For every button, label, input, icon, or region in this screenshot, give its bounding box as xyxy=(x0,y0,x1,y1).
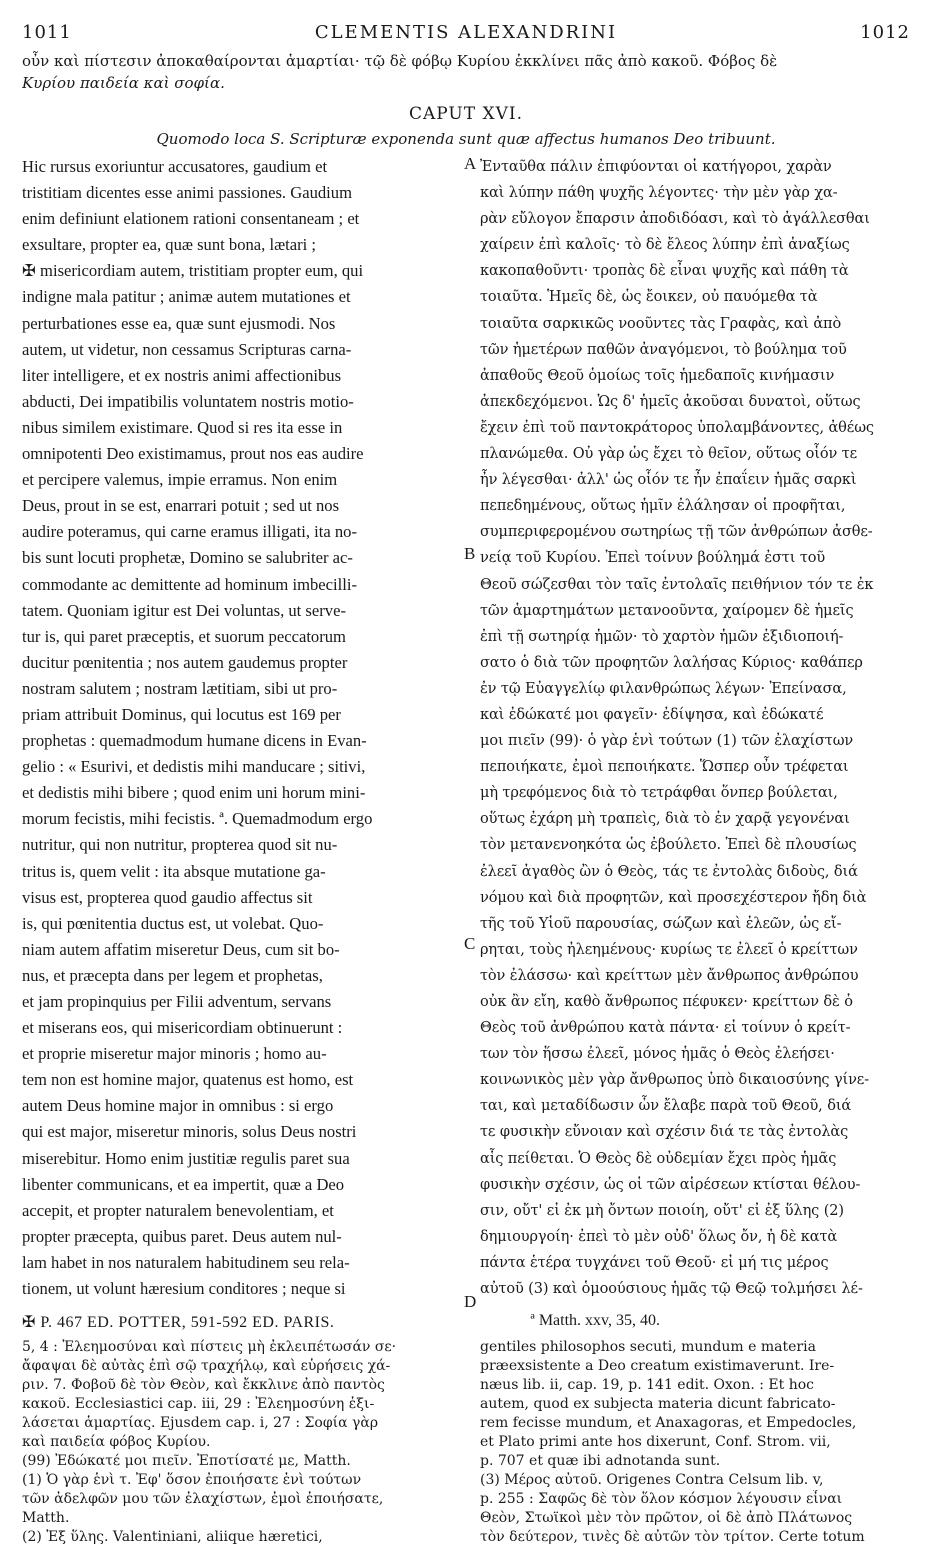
latin-line: is, qui pœnitentia ductus est, ut volebat. Quo- xyxy=(22,913,324,933)
latin-line: liter intelligere, et ex nostris animi affectionibus xyxy=(22,365,342,385)
note-line: rem fecisse mundum, et Anaxagoras, et Empedocles, xyxy=(480,1415,857,1432)
footnote-a: ª Matth. xxv, 35, 40. xyxy=(530,1312,660,1330)
greek-line: τε φυσικὴν εὔνοιαν καὶ σχέσιν διά τε τὰς ἐντολὰς xyxy=(480,1124,849,1141)
latin-line: audire poteramus, qui carne eramus illigati, ita no- xyxy=(22,522,357,542)
greek-line: ρηται, τοὺς ἠλεημένους· κυρίως τε ἐλεεῖ ὁ κρείττων xyxy=(480,941,858,958)
greek-line: ἐπὶ τῇ σωτηρίᾳ ἡμῶν· τὸ χαρτὸν ἡμῶν ἐξιδιοποιή- xyxy=(480,628,844,645)
footnotes xyxy=(22,1338,910,1547)
latin-line: tionem, ut volunt hæresium conditores ; neque si xyxy=(22,1279,346,1299)
latin-line: nostram salutem ; nostram lætitiam, sibi ut pro- xyxy=(22,678,338,698)
latin-line: Deus, prout in se est, enarrari potuit ; sed ut nos xyxy=(22,496,340,516)
greek-line: οὐκ ἂν εἴη, καθὸ ἄνθρωπος πέφυκεν· κρείττων δὲ ὁ xyxy=(480,994,853,1010)
latin-line: propter præcepta, quibus paret. Deus autem nul- xyxy=(22,1226,342,1246)
edition-note: ✠ P. 467 ED. POTTER, 591-592 ED. PARIS. xyxy=(22,1314,335,1332)
greek-line: τῶν ἁμαρτημάτων μετανοοῦντα, χαίρομεν δὲ ἡμεῖς xyxy=(480,602,854,619)
latin-line: indigne mala patitur ; animæ autem mutationes et xyxy=(22,287,351,307)
latin-line: priam attribuit Dominus, qui locutus est 169 per xyxy=(22,704,341,724)
opening-text xyxy=(22,50,910,94)
latin-line: nibus similem existimare. Quod si res ita esse in xyxy=(22,417,343,437)
note-line: autem, quod ex subjecta materia dicunt fabricato- xyxy=(480,1396,836,1413)
note-line: næus lib. ii, cap. 19, p. 141 edit. Oxon. : Et hoc xyxy=(480,1377,815,1394)
greek-line: πλανώμεθα. Οὐ γὰρ ὡς ἔχει τὸ θεῖον, οὕτως οἷόν τε xyxy=(480,446,858,463)
latin-line: perturbationes esse ea, quæ sunt ejusmodi. Nos xyxy=(22,313,336,333)
note-line: Θεὸν, Στωϊκοὶ μὲν τὸν πρῶτον, οἱ δὲ ἀπὸ Πλάτωνος xyxy=(480,1510,853,1527)
greek-line: τῶν ἡμετέρων παθῶν ἀναγόμενοι, τὸ βούλημα τοῦ xyxy=(480,341,847,358)
greek-line: αὐτοῦ (3) καὶ ὁμοούσιους ἡμᾶς τῷ Θεῷ τολμήσει λέ- xyxy=(480,1281,863,1298)
parallel-columns xyxy=(22,154,910,1311)
page-number-right: 1012 xyxy=(860,22,910,43)
greek-line: φυσικὴν σχέσιν, ὡς οἱ τῶν αἱρέσεων κτίσται θέλου- xyxy=(480,1176,861,1193)
latin-column xyxy=(22,154,462,1302)
latin-line: visus est, propterea quod gaudio affectus sit xyxy=(22,887,313,907)
note-line: τὸν δεύτερον, τινὲς δὲ αὐτῶν τὸν τρίτον. Certe totum xyxy=(480,1529,865,1546)
notes-right-column xyxy=(480,1338,910,1547)
greek-line: ἔχειν ἐπὶ τοῦ παντοκράτορος ὑπολαμβάνοντες, ἀθέως xyxy=(480,419,874,436)
greek-line: Θεὸς τοῦ ἀνθρώπου κατὰ πάντα· εἰ τοίνυν ὁ κρείτ- xyxy=(480,1020,851,1037)
greek-line: τῆς τοῦ Υἱοῦ παρουσίας, σώζων καὶ ἐλεῶν, ὡς εἴ- xyxy=(480,915,842,932)
note-line: p. 707 et quæ ibi adnotanda sunt. xyxy=(480,1453,721,1470)
note-line: (2) Ἐξ ὕλης. Valentiniani, aliique hæretici, xyxy=(22,1529,323,1546)
note-line: præexsistente a Deo creatum existimaverunt. Ire- xyxy=(480,1358,835,1375)
latin-line: nutritur, qui non nutritur, propterea quod sit nu- xyxy=(22,835,338,855)
greek-line: τὸν μετανενοηκότα ὡς ἐβούλετο. Ἐπεὶ δὲ πλουσίως xyxy=(480,837,857,854)
chapter-heading: CAPUT XVI. xyxy=(409,104,523,124)
running-title: CLEMENTIS ALEXANDRINI xyxy=(314,22,618,43)
greek-line: συμπεριφερομένου σωτηρίως τῇ τῶν ἀνθρώπων ἀσθε- xyxy=(480,524,873,541)
latin-line: autem, ut videtur, non cessamus Scripturas carna- xyxy=(22,339,352,359)
edition-footer xyxy=(22,1312,910,1332)
margin-letter-c: C xyxy=(464,934,476,953)
opening-line: Κυρίου παιδεία καὶ σοφία. xyxy=(22,74,225,92)
margin-letter-b: B xyxy=(464,544,476,563)
greek-line: Θεοῦ σώζεσθαι τὸν ταῖς ἐντολαῖς πειθήνιον τόν τε ἐκ xyxy=(480,576,874,593)
greek-line: δημιουργοίη· ἐπεὶ τὸ μὲν οὐδ' ὅλως ὄν, ἡ δὲ κατὰ xyxy=(480,1228,838,1245)
latin-line: lam habet in nos naturalem habitudinem seu rela- xyxy=(22,1252,350,1272)
latin-line: et percipere valemus, impie erramus. Non enim xyxy=(22,470,338,490)
latin-line: morum fecistis, mihi fecistis. ª. Quemadmodum ergo xyxy=(22,809,373,829)
note-line: καὶ παιδεία φόβος Κυρίου. xyxy=(22,1434,211,1451)
greek-line: ἐν τῷ Εὐαγγελίῳ φιλανθρώπως λέγων· Ἐπείνασα, xyxy=(480,680,847,697)
latin-line: qui est major, miseretur minoris, solus Deus nostri xyxy=(22,1122,357,1142)
latin-line: et miserans eos, qui misericordiam obtinuerunt : xyxy=(22,1018,343,1038)
running-head xyxy=(22,22,910,48)
greek-line: τὸν ἐλάσσω· καὶ κρείττων μὲν ἄνθρωπος ἀνθρώπου xyxy=(480,967,859,984)
greek-line: οὕτως ἐχάρη μὴ τραπεὶς, διὰ τὸ ἐν χαρᾷ γεγονέναι xyxy=(480,811,850,828)
latin-line: autem Deus homine major in omnibus : si ergo xyxy=(22,1096,334,1116)
latin-line: tristitiam dicentes esse animi passiones. Gaudium xyxy=(22,183,352,203)
latin-line: libenter communicans, et ea impertit, quæ a Deo xyxy=(22,1174,345,1194)
greek-line: καὶ λύπην πάθη ψυχῆς λέγοντες· τὴν μὲν γὰρ χα- xyxy=(480,185,838,202)
latin-line: accepit, et propter naturalem benevolentiam, et xyxy=(22,1200,334,1220)
greek-line: πεπεδημένους, οὕτως ἡμῖν ἐλάλησαν οἱ προφῆται, xyxy=(480,498,846,515)
note-line: (1) Ὁ γὰρ ἑνὶ τ. Ἐφ' ὅσον ἐποιήσατε ἑνὶ τούτων xyxy=(22,1472,362,1489)
latin-line: gelio : « Esurivi, et dedistis mihi manducare ; sitivi, xyxy=(22,757,366,777)
opening-line: οὖν καὶ πίστεσιν ἀποκαθαίρονται ἁμαρτίαι· τῷ δὲ φόβῳ Κυρίου ἐκκλίνει πᾶς ἀπὸ κακοῦ. Φόβος δὲ xyxy=(22,52,778,70)
greek-line: ἀπεκδεχόμενοι. Ὡς δ' ἡμεῖς ἀκοῦσαι δυνατοὶ, οὕτως xyxy=(480,393,861,410)
note-line: (3) Μέρος αὐτοῦ. Origenes Contra Celsum lib. v, xyxy=(480,1472,824,1489)
latin-line: tritus is, quem velit : ita absque mutatione ga- xyxy=(22,861,326,881)
note-line: τῶν ἀδελφῶν μου τῶν ἐλαχίστων, ἐμοὶ ἐποιήσατε, xyxy=(22,1491,384,1508)
greek-line: κοινωνικὸς μὲν γὰρ ἄνθρωπος ὑπὸ δικαιοσύνης γίνε- xyxy=(480,1072,870,1089)
latin-line: et jam propinquius per Filii adventum, servans xyxy=(22,992,332,1011)
margin-letter-d: D xyxy=(464,1292,477,1311)
note-line: Matth. xyxy=(22,1510,70,1527)
margin-letter-a: A xyxy=(464,154,477,173)
greek-line: νείᾳ τοῦ Κυρίου. Ἐπεὶ τοίνυν βούλημά ἐστι τοῦ xyxy=(480,550,826,567)
greek-line: μοι πιεῖν (99)· ὁ γὰρ ἑνὶ τούτων (1) τῶν ἐλαχίστων xyxy=(480,733,854,750)
latin-line: Hic rursus exoriuntur accusatores, gaudium et xyxy=(22,157,328,176)
greek-line: ἀπαθοῦς Θεοῦ ὁμοίως τοῖς ἡμεδαποῖς κινήμασιν xyxy=(480,367,835,384)
note-line: ἄφαψαι δὲ αὐτὰς ἐπὶ σῷ τραχήλῳ, καὶ εὑρήσεις χά- xyxy=(22,1358,391,1375)
latin-line: exsultare, propter ea, quæ sunt bona, lætari ; xyxy=(22,235,317,255)
chapter-subtitle: Quomodo loca S. Scripturæ exponenda sunt quæ affectus humanos Deo tribuunt. xyxy=(156,130,776,148)
latin-line: prophetas : quemadmodum humane dicens in Evan- xyxy=(22,731,367,751)
note-line: et Plato primi ante hos dixerunt, Conf. Strom. vii, xyxy=(480,1434,831,1451)
latin-line: et dedistis mihi bibere ; quod enim uni horum mini- xyxy=(22,783,366,803)
note-line: κακοῦ. Ecclesiastici cap. iii, 29 : Ἐλεημοσύνη ἐξι- xyxy=(22,1396,375,1413)
greek-line: σιν, οὔτ' εἰ ἐκ μὴ ὄντων ποιοίη, οὔτ' εἰ ἐξ ὕλης (2) xyxy=(480,1202,844,1219)
note-line: ριν. 7. Φοβοῦ δὲ τὸν Θεὸν, καὶ ἔκκλινε ἀπὸ παντὸς xyxy=(22,1377,385,1394)
greek-line: ται, καὶ μεταδίδωσιν ὧν ἔλαβε παρὰ τοῦ Θεοῦ, διά xyxy=(480,1098,852,1115)
latin-line: nus, et præcepta dans per legem et prophetas, xyxy=(22,965,323,985)
greek-line: τοιαῦτα σαρκικῶς νοοῦντες τὰς Γραφὰς, καὶ ἀπὸ xyxy=(480,315,842,332)
page-number-left: 1011 xyxy=(22,22,72,43)
greek-line: ρὰν εὔλογον ἔπαρσιν ἀποδιδόασι, καὶ τὸ ἀγάλλεσθαι xyxy=(480,211,870,228)
latin-line: et proprie miseretur major minoris ; homo au- xyxy=(22,1044,327,1064)
latin-line: bis sunt locuti prophetæ, Domino se salubriter ac- xyxy=(22,548,353,568)
latin-line: miserebitur. Homo enim justitiæ regulis paret sua xyxy=(22,1148,350,1168)
latin-line: enim definiunt elationem rationi consentaneam ; et xyxy=(22,209,360,229)
note-line: gentiles philosophos secuti, mundum e materia xyxy=(480,1339,816,1356)
greek-line: νόμου καὶ διὰ προφητῶν, καὶ προσεχέστερον ἤδη διὰ xyxy=(480,889,867,906)
greek-line: ἐλεεῖ ἀγαθὸς ὢν ὁ Θεὸς, τάς τε ἐντολὰς διδοὺς, διά xyxy=(480,863,858,880)
greek-line: πεποιήκατε, ἐμοὶ πεποιήκατε. Ὥσπερ οὖν τρέφεται xyxy=(480,759,849,776)
margin-gutter xyxy=(462,154,480,1311)
greek-line: πάντα ἑτέρα τυγχάνει τοῦ Θεοῦ· εἰ μή τις μέρος xyxy=(480,1254,829,1271)
latin-line: niam autem affatim miseretur Deus, cum sit bo- xyxy=(22,939,340,959)
greek-line: τοιαῦτα. Ἡμεῖς δὲ, ὡς ἔοικεν, οὐ παυόμεθα τὰ xyxy=(480,289,818,306)
latin-line: ducitur pœnitentia ; nos autem gaudemus propter xyxy=(22,652,348,672)
note-line: p. 255 : Σαφῶς δὲ τὸν ὅλον κόσμον λέγουσιν εἶναι xyxy=(480,1491,843,1508)
latin-line: tatem. Quoniam igitur est Dei voluntas, ut serve- xyxy=(22,600,346,620)
greek-line: μὴ τρεφόμενος διὰ τὸ τετράφθαι ὅνπερ βούλεται, xyxy=(480,785,838,802)
latin-line: tur is, qui paret præceptis, et suorum peccatorum xyxy=(22,626,346,646)
greek-line: των τὸν ἥσσω ἐλεεῖ, μόνος ἡμᾶς ὁ Θεὸς ἐλεήσει· xyxy=(480,1046,835,1063)
greek-line: σατο ὁ διὰ τῶν προφητῶν λαλήσας Κύριος· καθάπερ xyxy=(480,654,863,671)
greek-column xyxy=(480,154,910,1302)
latin-line: tem non est homine major, quatenus est homo, est xyxy=(22,1070,354,1090)
note-line: λάσεται ἁμαρτίας. Ejusdem cap. i, 27 : Σοφία γὰρ xyxy=(22,1415,379,1432)
greek-line: Ἐνταῦθα πάλιν ἐπιφύονται οἱ κατήγοροι, χαρὰν xyxy=(480,159,832,175)
latin-line: commodante ac demittente ad hominum imbecilli- xyxy=(22,574,358,594)
greek-line: κακοπαθοῦντι· τροπὰς δὲ εἶναι ψυχῆς καὶ πάθη τὰ xyxy=(480,263,849,280)
greek-line: χαίρειν ἐπὶ καλοῖς· τὸ δὲ ἔλεος λύπην ἐπὶ ἀναξίως xyxy=(480,237,850,254)
latin-line: abducti, Dei impatibilis voluntatem nostris motio- xyxy=(22,391,354,411)
latin-line: omnipotenti Deo existimamus, prout nos eas audire xyxy=(22,444,364,464)
note-line: 5, 4 : Ἐλεημοσύναι καὶ πίστεις μὴ ἐκλειπέτωσάν σε· xyxy=(22,1339,397,1356)
greek-line: ἦν λέγεσθαι· ἀλλ' ὡς οἷόν τε ἦν ἐπαΐειν ἡμᾶς σαρκὶ xyxy=(480,472,857,489)
page xyxy=(22,22,910,1547)
greek-line: αἷς πείθεται. Ὁ Θεὸς δὲ οὐδεμίαν ἔχει πρὸς ἡμᾶς xyxy=(480,1150,837,1167)
notes-left-column xyxy=(22,1338,460,1547)
greek-line: καὶ ἐδώκατέ μοι φαγεῖν· ἐδίψησα, καὶ ἐδώκατέ xyxy=(480,706,824,723)
note-line: (99) Ἐδώκατέ μοι πιεῖν. Ἐποτίσατέ με, Matth. xyxy=(22,1453,351,1470)
latin-line: ✠ misericordiam autem, tristitiam propter eum, qui xyxy=(22,261,364,281)
